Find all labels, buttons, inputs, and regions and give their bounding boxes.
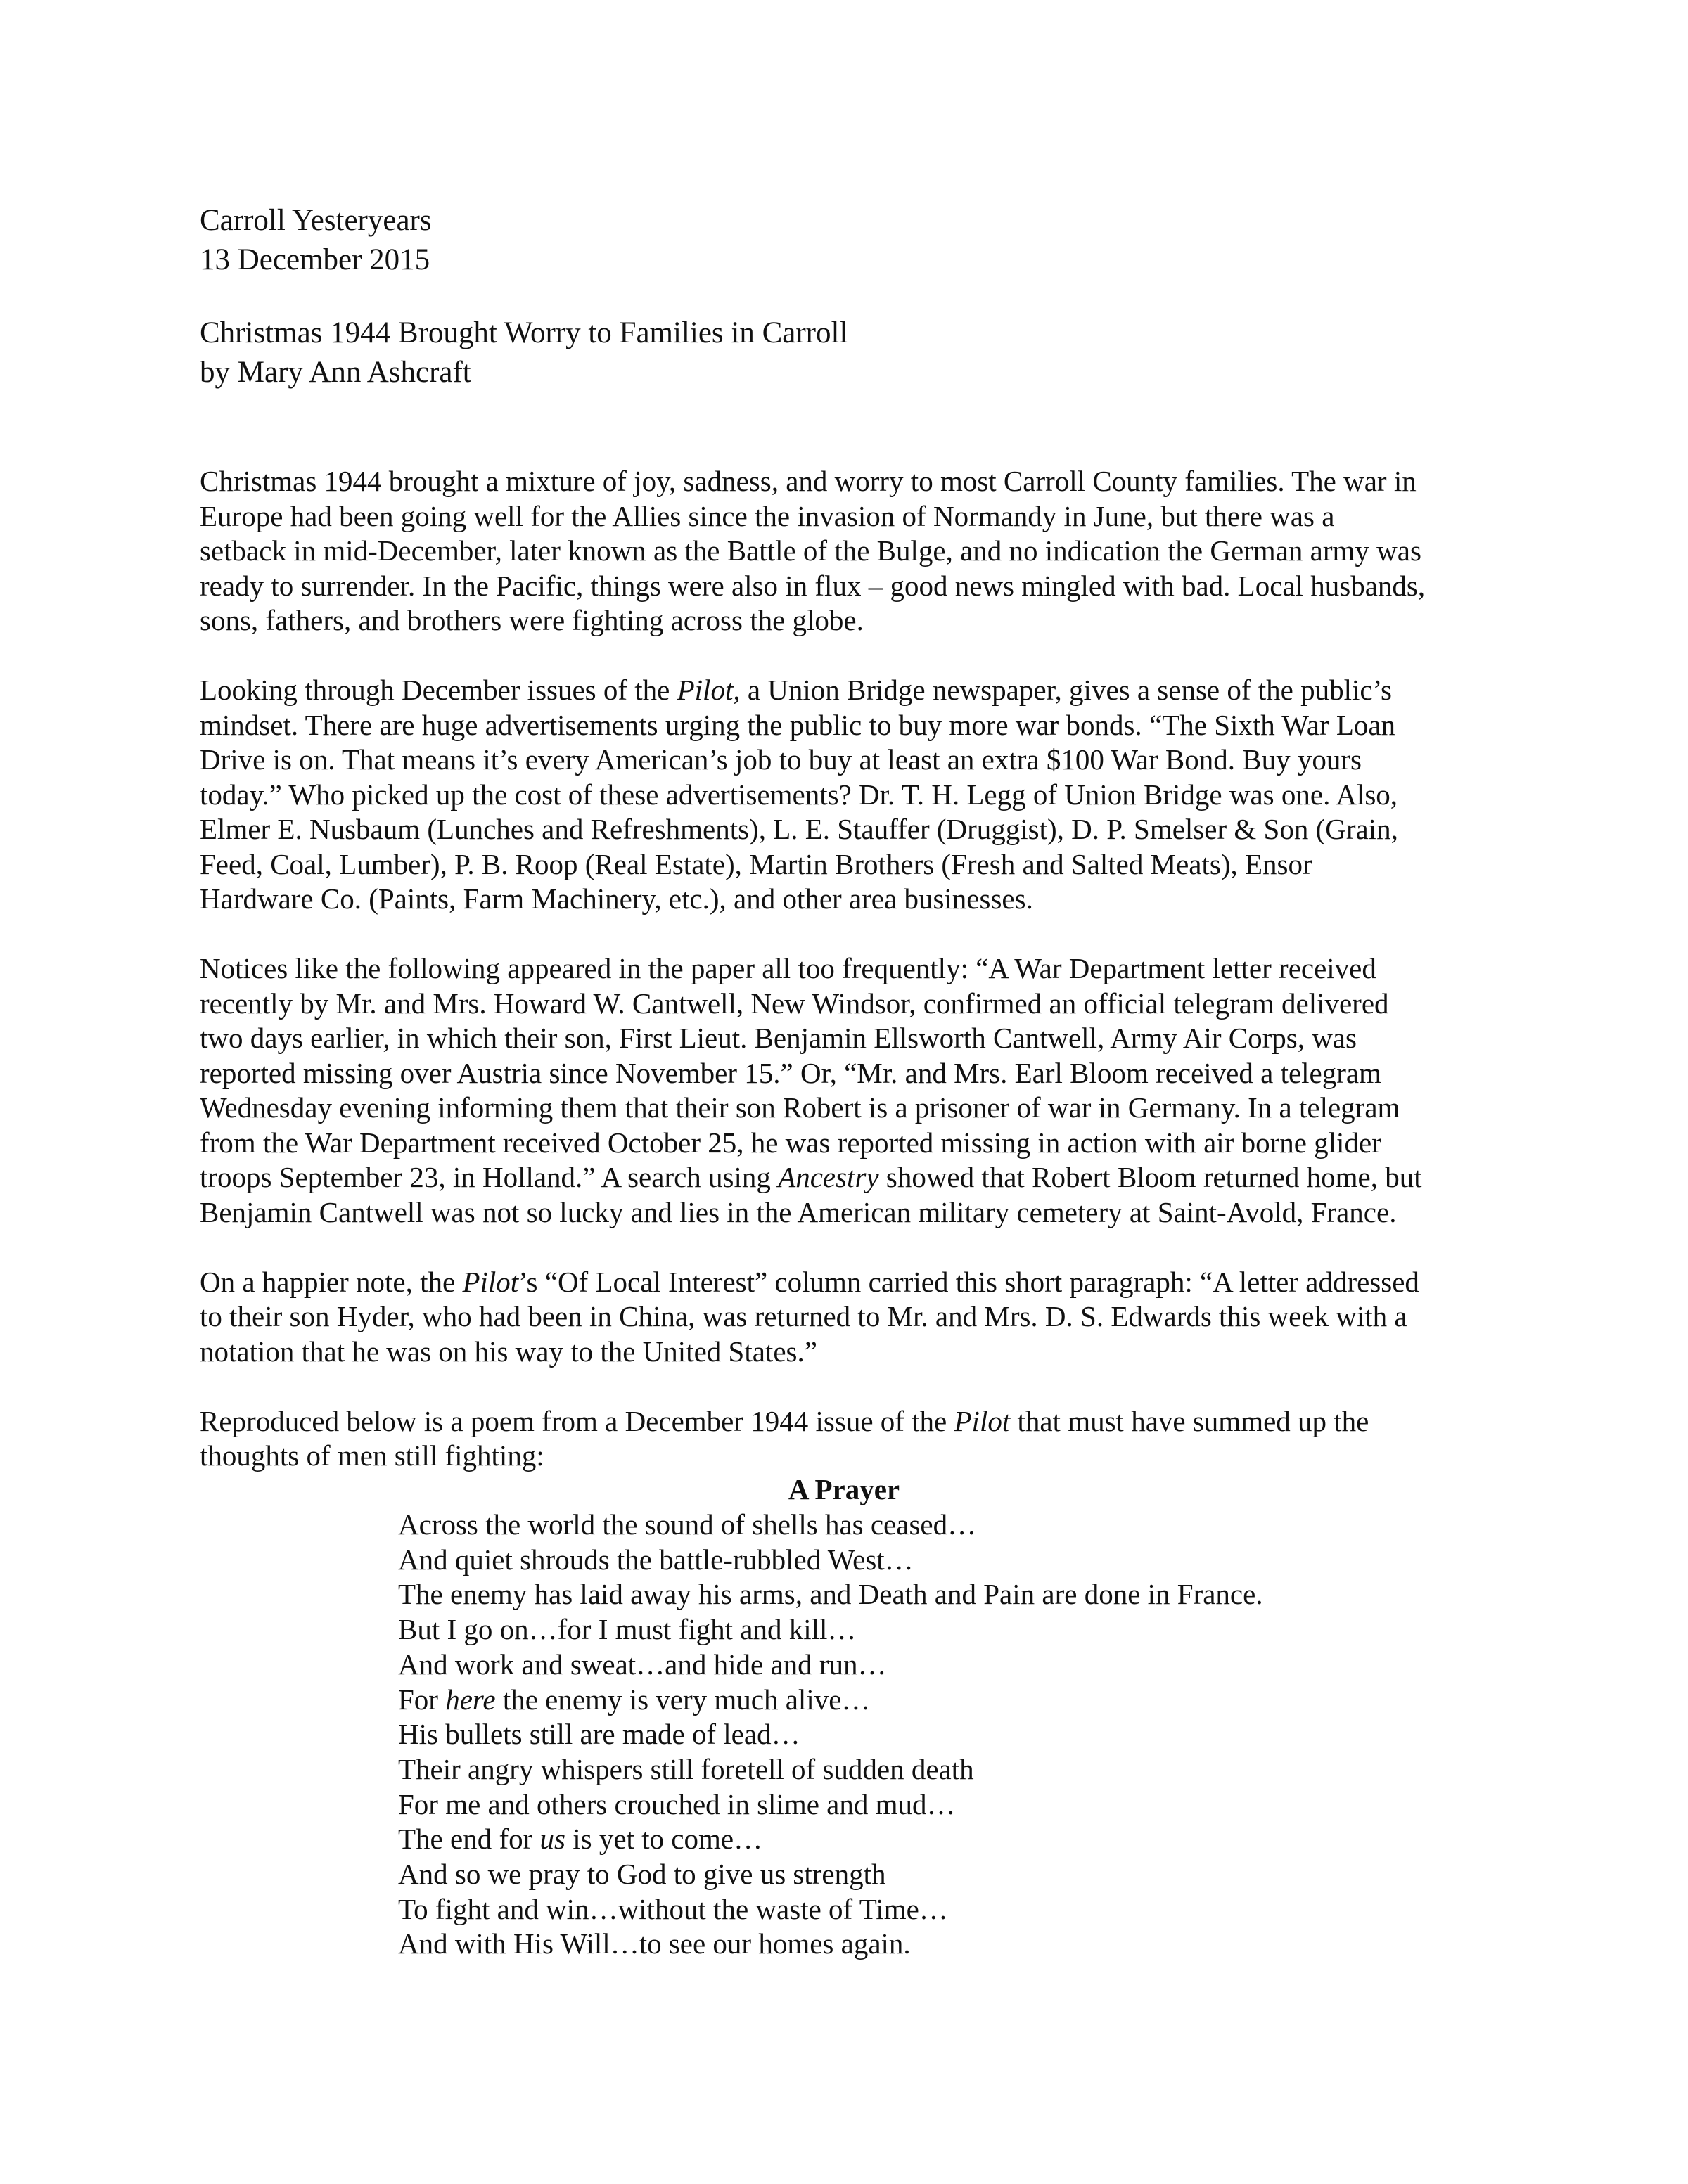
emphasis: us [539,1823,565,1856]
newspaper-name: Pilot [677,674,734,706]
text-line: thoughts of men still fighting: [200,1439,544,1472]
article-title-block [200,314,1536,392]
article-body [200,464,1508,1508]
text-run: troops September 23, in Holland.” A search using [200,1161,779,1193]
text-line: two days earlier, in which their son, First Lieut. Benjamin Ellsworth Cantwell, Army Air Corps, was [200,1022,1357,1054]
newspaper-name: Pilot [462,1265,519,1298]
poem-line: The enemy has laid away his arms, and Death and Pain are done in France. [398,1578,1263,1611]
column-name: Carroll Yesteryears [200,204,432,237]
article-byline: by Mary Ann Ashcraft [200,356,471,389]
text-line: Christmas 1944 brought a mixture of joy, sadness, and worry to most Carroll County families. The war in [200,465,1417,497]
poem-line: To fight and win…without the waste of Time… [398,1892,948,1925]
poem-title: A Prayer [788,1473,900,1505]
text-line: Wednesday evening informing them that their son Robert is a prisoner of war in Germany. In a telegram [200,1091,1400,1124]
text-run: On a happier note, the [200,1265,463,1298]
newspaper-name: Pilot [954,1404,1011,1437]
source-name: Ancestry [778,1161,879,1193]
column-header [200,201,1536,280]
text-line: Notices like the following appeared in the paper all too frequently: “A War Department letter received [200,952,1376,984]
text-run: that must have summed up the [1010,1404,1369,1437]
text-line: ready to surrender. In the Pacific, things were also in flux – good news mingled with bad. Local husbands, [200,569,1426,602]
text-run: showed that Robert Bloom returned home, but [878,1161,1422,1193]
text-line: Benjamin Cantwell was not so lucky and lies in the American military cemetery at Saint-Avold, France. [200,1195,1397,1228]
text-run: Looking through December issues of the [200,674,677,706]
text-line: sons, fathers, and brothers were fighting across the globe. [200,604,864,636]
poem-line: Across the world the sound of shells has ceased… [398,1508,977,1541]
text-line [200,1265,1508,1300]
poem-line: And so we pray to God to give us strength [398,1858,886,1891]
text-line: Feed, Coal, Lumber), P. B. Roop (Real Estate), Martin Brothers (Fresh and Salted Meats), Ensor [200,847,1312,880]
poem [398,1508,1594,1962]
text-line: reported missing over Austria since November 15.” Or, “Mr. and Mrs. Earl Bloom received a telegram [200,1056,1381,1089]
text-line: to their son Hyder, who had been in China, was returned to Mr. and Mrs. D. S. Edwards this week with a [200,1300,1407,1332]
text-run: the enemy is very much alive… [495,1683,871,1716]
poem-line: And with His Will…to see our homes again. [398,1927,911,1960]
text-line: recently by Mr. and Mrs. Howard W. Cantwell, New Windsor, confirmed an official telegram delivered [200,987,1389,1020]
text-run: ’s “Of Local Interest” column carried this short paragraph: “A letter addressed [518,1265,1419,1298]
text-line: Hardware Co. (Paints, Farm Machinery, etc.), and other area businesses. [200,882,1033,915]
text-line [200,1160,1508,1195]
poem-line: And quiet shrouds the battle-rubbled West… [398,1543,914,1576]
text-line: Europe had been going well for the Allies since the invasion of Normandy in June, but there was a [200,499,1335,532]
text-run: is yet to come… [565,1823,763,1856]
text-line: Elmer E. Nusbaum (Lunches and Refreshments), L. E. Stauffer (Druggist), D. P. Smelser & Son (Grain, [200,813,1398,845]
paragraph-3 [200,951,1508,1230]
text-line: notation that he was on his way to the United States.” [200,1335,817,1368]
paragraph-1 [200,464,1508,638]
emphasis: here [445,1683,496,1716]
poem-line: Their angry whispers still foretell of sudden death [398,1752,974,1785]
text-line [200,673,1508,708]
text-line: today.” Who picked up the cost of these advertisements? Dr. T. H. Legg of Union Bridge was one. Also, [200,778,1398,811]
publication-date: 13 December 2015 [200,243,430,276]
poem-line [398,1822,1594,1857]
text-run: The end for [398,1823,540,1856]
text-line: from the War Department received October 25, he was reported missing in action with air borne glider [200,1126,1381,1159]
poem-line: For me and others crouched in slime and mud… [398,1787,956,1820]
paragraph-2 [200,673,1508,917]
paragraph-5 [200,1404,1508,1474]
text-line [200,1404,1508,1439]
poem-line: But I go on…for I must fight and kill… [398,1613,857,1646]
poem-line [398,1683,1594,1718]
text-line: mindset. There are huge advertisements urging the public to buy more war bonds. “The Sixth War Loan [200,708,1396,741]
paragraph-4 [200,1265,1508,1370]
text-line: Drive is on. That means it’s every American’s job to buy at least an extra $100 War Bond. Buy yours [200,743,1362,776]
article-title: Christmas 1944 Brought Worry to Families in Carroll [200,316,848,349]
text-run: Reproduced below is a poem from a December 1944 issue of the [200,1404,954,1437]
poem-line: His bullets still are made of lead… [398,1718,800,1751]
text-run: For [398,1683,446,1716]
text-line: setback in mid-December, later known as the Battle of the Bulge, and no indication the German army was [200,534,1421,567]
poem-line: And work and sweat…and hide and run… [398,1647,887,1681]
text-run: , a Union Bridge newspaper, gives a sense of the public’s [733,674,1392,706]
